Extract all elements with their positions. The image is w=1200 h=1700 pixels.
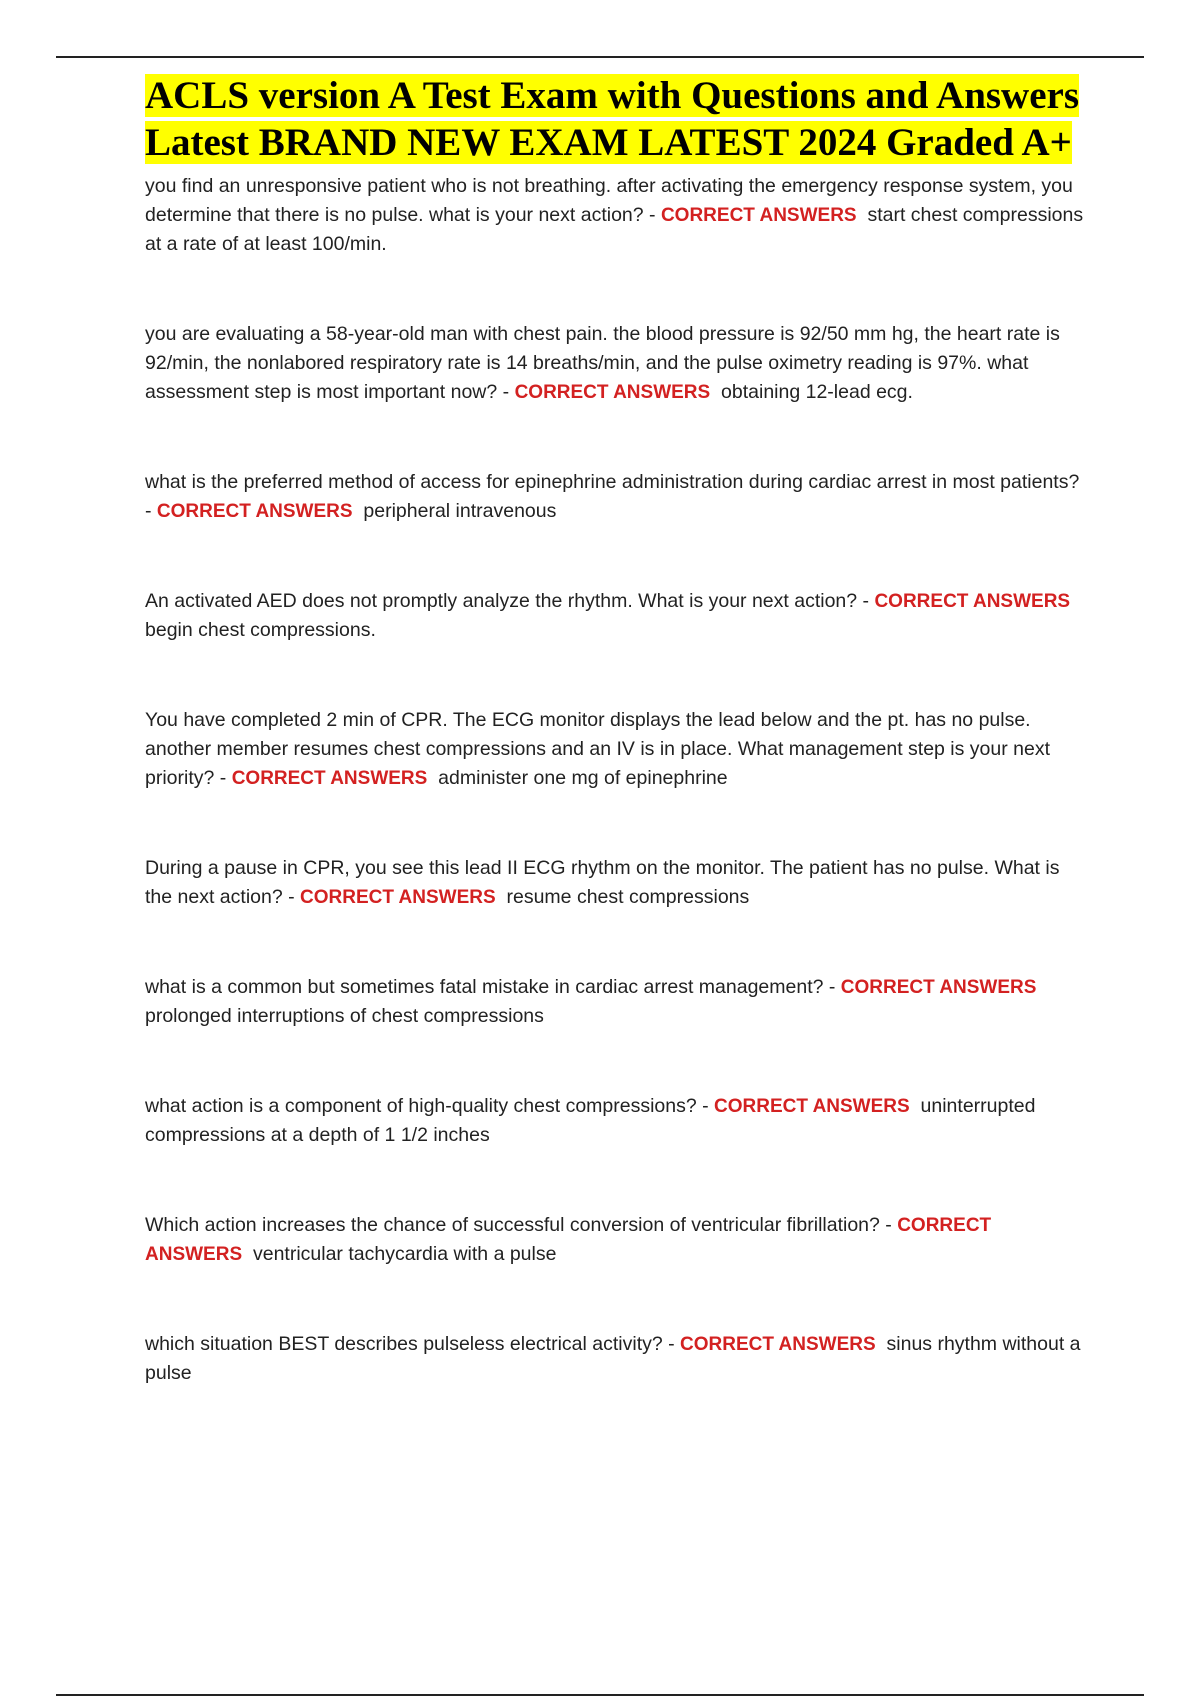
question-text: which situation BEST describes pulseless electrical activity? - (145, 1333, 681, 1355)
qa-item (145, 706, 1090, 793)
question-text: Which action increases the chance of successful conversion of ventricular fibrillation? - (145, 1214, 898, 1236)
qa-item (145, 587, 1090, 645)
answer-label: CORRECT ANSWERS (714, 1096, 910, 1117)
qa-item (145, 320, 1090, 407)
question-text: An activated AED does not promptly analyze the rhythm. What is your next action? - (145, 590, 875, 612)
answer-label: CORRECT ANSWERS (680, 1334, 876, 1355)
answer-text: peripheral intravenous (363, 500, 557, 522)
answer-text: uninterrupted compressions at a depth of 1 1/2 inches (145, 1095, 1036, 1146)
qa-item (145, 172, 1090, 259)
answer-label: CORRECT ANSWERS (156, 501, 353, 522)
question-text: what action is a component of high-quality chest compressions? - (145, 1095, 715, 1117)
answer-label: CORRECT ANSWERS (840, 977, 1037, 998)
qa-item (145, 973, 1090, 1031)
qa-item (145, 854, 1090, 912)
answer-label: CORRECT ANSWERS (660, 205, 857, 226)
question-text: what is the preferred method of access for epinephrine administration during cardiac arrest in most patients? - (145, 471, 1080, 522)
answer-label: CORRECT ANSWERS (300, 887, 496, 908)
answer-text: ventricular tachycardia with a pulse (252, 1243, 557, 1265)
question-text: During a pause in CPR, you see this lead II ECG rhythm on the monitor. The patient has no pulse. What is the next action? - (145, 857, 1060, 908)
title-highlight: ACLS version A Test Exam with Questions and Answers Latest BRAND NEW EXAM LATEST 2024 Graded A+ (145, 74, 1080, 164)
question-text: You have completed 2 min of CPR. The ECG monitor displays the lead below and the pt. has no pulse. another member resumes chest compressions and an IV is in place. What management step is your next priority? - (145, 709, 1051, 789)
question-text: you are evaluating a 58-year-old man with chest pain. the blood pressure is 92/50 mm hg, the heart rate is 92/min, the nonlabored respiratory rate is 14 breaths/min, and the pulse oximetry reading is 97%. what assessment step is most important now? - (145, 323, 1060, 403)
document-title (145, 72, 1090, 166)
answer-label: CORRECT ANSWERS (874, 591, 1071, 612)
qa-item (145, 1330, 1090, 1388)
answer-text: obtaining 12-lead ecg. (721, 381, 913, 403)
question-text: what is a common but sometimes fatal mistake in cardiac arrest management? - (145, 976, 841, 998)
answer-text: resume chest compressions (506, 886, 750, 908)
answer-label: CORRECT ANSWERS (231, 768, 428, 789)
answer-text: start chest compressions at a rate of at least 100/min. (145, 204, 1084, 255)
answer-text: prolonged interruptions of chest compressions (145, 1005, 544, 1027)
answer-text: administer one mg of epinephrine (438, 767, 728, 789)
top-rule (56, 56, 1144, 58)
answer-label: CORRECT ANSWERS (145, 1215, 992, 1265)
bottom-rule (56, 1694, 1144, 1696)
qa-item (145, 468, 1090, 526)
document-body (145, 72, 1090, 1449)
question-text: you find an unresponsive patient who is not breathing. after activating the emergency response system, you determine that there is no pulse. what is your next action? - (145, 175, 1073, 226)
answer-text: sinus rhythm without a pulse (145, 1333, 1081, 1384)
qa-item (145, 1211, 1090, 1269)
qa-item (145, 1092, 1090, 1150)
qa-list (145, 172, 1090, 1388)
answer-label: CORRECT ANSWERS (514, 382, 711, 403)
answer-text: begin chest compressions. (145, 619, 376, 641)
